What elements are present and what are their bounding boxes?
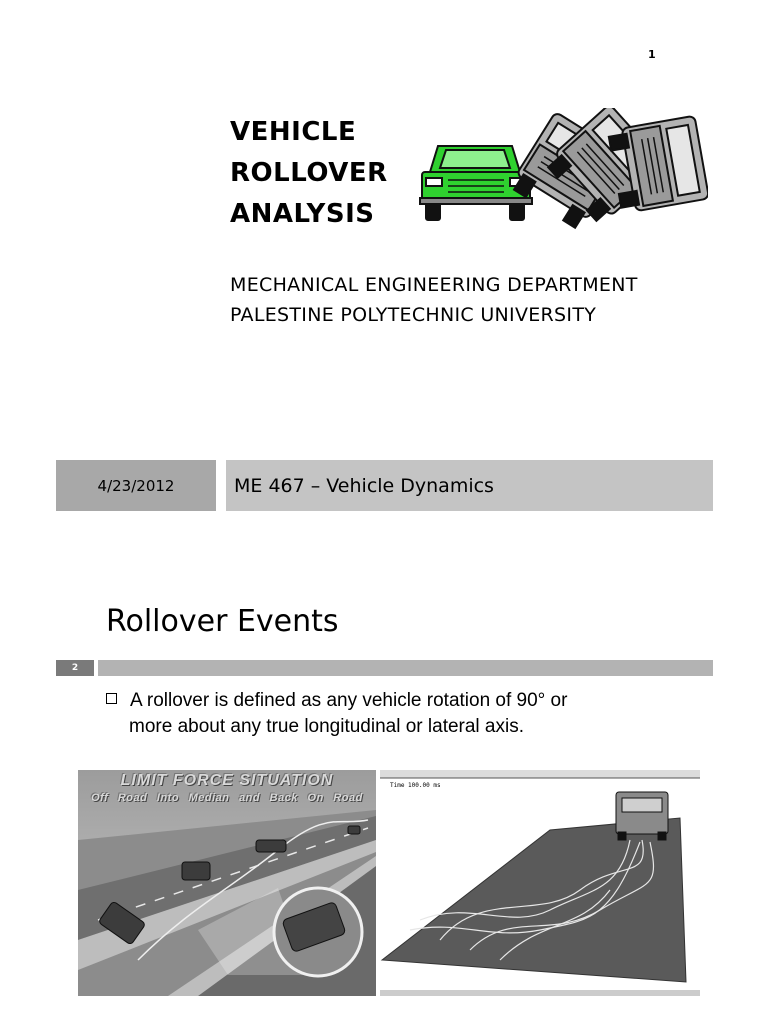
- department-block: [230, 270, 638, 330]
- title-line: VEHICLE: [230, 117, 357, 147]
- trajectory-graphic: [380, 770, 700, 996]
- image-subtitle: Off Road Into Median and Back On Road: [91, 792, 363, 804]
- green-car: [420, 146, 532, 220]
- image-title: LIMIT FORCE SITUATION: [120, 772, 334, 789]
- title-line: ROLLOVER: [230, 158, 388, 188]
- title-divider-bar: [98, 660, 713, 676]
- university-name: PALESTINE POLYTECHNIC UNIVERSITY: [230, 304, 597, 326]
- footer-date: 4/23/2012: [56, 460, 216, 511]
- limit-force-illustration: [78, 770, 376, 996]
- title-line: ANALYSIS: [230, 199, 375, 229]
- simulation-trajectory-image: [380, 770, 700, 996]
- slide-title: Rollover Events: [106, 604, 339, 639]
- bullet-text-line: more about any true longitudinal or lateral axis.: [129, 716, 525, 737]
- bullet-item: [106, 688, 567, 740]
- slide-title: [230, 112, 388, 235]
- bullet-text-line: A rollover is defined as any vehicle rotation of 90° or: [130, 690, 568, 711]
- department-name: MECHANICAL ENGINEERING DEPARTMENT: [230, 274, 638, 296]
- square-bullet-icon: [106, 693, 117, 704]
- slide-page-number: 2: [56, 660, 94, 676]
- footer-course-title: ME 467 – Vehicle Dynamics: [226, 460, 713, 511]
- rolling-cars-illustration: [416, 108, 708, 234]
- simulation-time-label: Time 100.00 ms: [390, 782, 441, 789]
- slide-page-number: 1: [648, 48, 656, 61]
